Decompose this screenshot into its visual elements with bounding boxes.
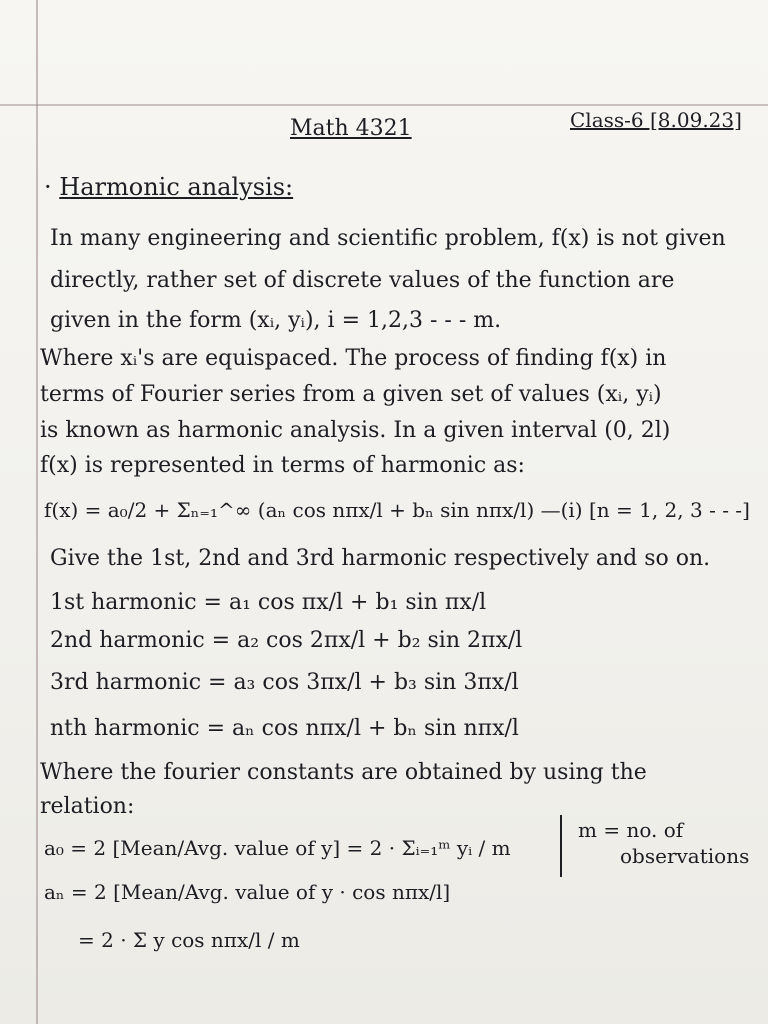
harmonic-line: 2nd harmonic = a₂ cos 2πx/l + b₂ sin 2πx/l [50, 628, 523, 653]
note-line: observations [620, 844, 750, 868]
class-label: Class-6 [8.09.23] [570, 108, 742, 132]
paragraph-line: directly, rather set of discrete values of the function are [50, 268, 675, 293]
note-line: m = no. of [578, 818, 684, 842]
a0-formula: a₀ = 2 [Mean/Avg. value of y] = 2 · Σᵢ₌₁ᵐ yᵢ / m [44, 836, 511, 860]
heading-title: Harmonic analysis: [59, 173, 294, 201]
harmonic-line: 3rd harmonic = a₃ cos 3πx/l + b₃ sin 3πx/l [50, 670, 519, 695]
paragraph-line: In many engineering and scientific problem, f(x) is not given [50, 226, 726, 251]
paragraph-line: f(x) is represented in terms of harmonic as: [40, 453, 525, 478]
course-title: Math 4321 [290, 116, 412, 141]
note-divider [560, 815, 562, 877]
main-equation: f(x) = a₀/2 + Σₙ₌₁^∞ (aₙ cos nπx/l + bₙ sin nπx/l) —(i) [n = 1, 2, 3 - - -] [44, 498, 750, 522]
paragraph-line: is known as harmonic analysis. In a given interval (0, 2l) [40, 418, 671, 443]
margin-line [36, 0, 38, 1024]
fourier-text-line: Where the fourier constants are obtained by using the [40, 760, 647, 785]
paragraph-line: terms of Fourier series from a given set of values (xᵢ, yᵢ) [40, 382, 662, 407]
section-heading [44, 175, 293, 199]
header-rule [0, 104, 768, 106]
fourier-text-line: relation: [40, 794, 135, 819]
paragraph-line: Where xᵢ's are equispaced. The process of finding f(x) in [40, 346, 667, 371]
harmonic-line: nth harmonic = aₙ cos nπx/l + bₙ sin nπx/l [50, 716, 519, 741]
heading-bullet: · [44, 173, 52, 201]
an-formula-continued: = 2 · Σ y cos nπx/l / m [78, 928, 300, 952]
harmonic-line: 1st harmonic = a₁ cos πx/l + b₁ sin πx/l [50, 590, 487, 615]
paragraph-line: given in the form (xᵢ, yᵢ), i = 1,2,3 - - - m. [50, 308, 502, 333]
an-formula: aₙ = 2 [Mean/Avg. value of y · cos nπx/l] [44, 880, 451, 904]
give-line: Give the 1st, 2nd and 3rd harmonic respectively and so on. [50, 546, 711, 571]
